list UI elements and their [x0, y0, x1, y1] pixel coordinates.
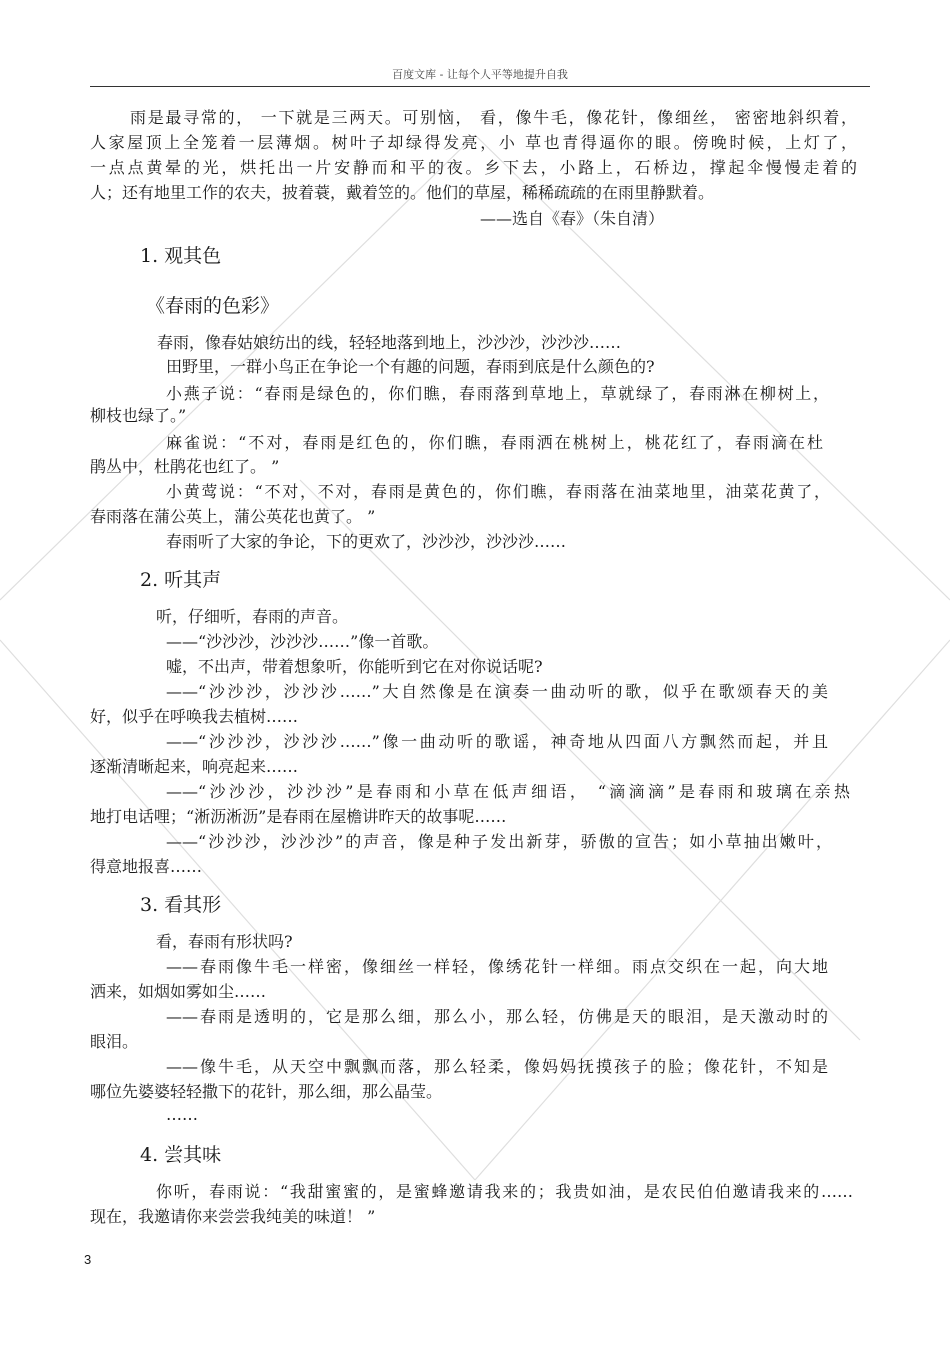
paragraph-line: 春雨落在蒲公英上，蒲公英花也黄了。 ”: [90, 507, 376, 526]
paragraph-line: 哪位先婆婆轻轻撒下的花针，那么细，那么晶莹。: [90, 1082, 443, 1101]
paragraph-line: ——像牛毛，从天空中飘飘而落，那么轻柔，像妈妈抚摸孩子的脸；像花针，不知是: [166, 1057, 828, 1076]
paragraph-line: ——“沙沙沙，沙沙沙……”像一曲动听的歌谣，神奇地从四面八方飘然而起，并且: [166, 732, 828, 751]
paragraph-line: 鹃丛中，杜鹃花也红了。 ”: [90, 457, 280, 476]
paragraph-line: 柳枝也绿了。”: [90, 406, 187, 425]
section-heading-shape: 3. 看其形: [140, 894, 222, 916]
paragraph-line: 洒来，如烟如雾如尘……: [90, 982, 267, 1001]
paragraph-line: 逐渐清晰起来，响亮起来……: [90, 757, 299, 776]
story-title: 《春雨的色彩》: [146, 295, 280, 317]
paragraph-line: ——“沙沙沙，沙沙沙……”大自然像是在演奏一曲动听的歌，似乎在歌颂春天的美: [166, 682, 828, 701]
paragraph-line: ——“沙沙沙，沙沙沙……”像一首歌。: [166, 632, 439, 651]
intro-line: 人；还有地里工作的农夫，披着蓑，戴着笠的。他们的草屋，稀稀疏疏的在雨里静默着。: [90, 183, 715, 202]
paragraph-line: 小黄莺说：“不对，不对，春雨是黄色的，你们瞧，春雨落在油菜地里，油菜花黄了，: [166, 482, 830, 501]
section-heading-taste: 4. 尝其味: [140, 1144, 222, 1166]
intro-line: 雨是最寻常的， 一下就是三两天。可别恼， 看，像牛毛，像花针，像细丝， 密密地斜织着，: [130, 108, 857, 127]
intro-line: 一点点黄晕的光，烘托出一片安静而和平的夜。乡下去，小路上，石桥边，撑起伞慢慢走着的: [90, 158, 857, 177]
paragraph-line: 现在，我邀请你来尝尝我纯美的味道！ ”: [90, 1207, 376, 1226]
paragraph-line: 春雨听了大家的争论，下的更欢了，沙沙沙，沙沙沙……: [166, 532, 567, 551]
paragraph-line: 小燕子说：“春雨是绿色的，你们瞧，春雨落到草地上，草就绿了，春雨淋在柳树上，: [166, 384, 829, 403]
page-number: 3: [84, 1252, 92, 1267]
intro-line: 人家屋顶上全笼着一层薄烟。树叶子却绿得发亮，小 草也青得逼你的眼。傍晚时候，上灯了，: [90, 133, 857, 152]
paragraph-line: 看，春雨有形状吗?: [156, 932, 293, 951]
paragraph-line: 眼泪。: [90, 1032, 139, 1051]
paragraph-line: ——春雨是透明的，它是那么细，那么小，那么轻，仿佛是天的眼泪，是天激动时的: [166, 1007, 828, 1026]
ellipsis-line: ……: [166, 1105, 198, 1124]
paragraph-line: 春雨，像春姑娘纺出的线，轻轻地落到地上，沙沙沙，沙沙沙……: [157, 333, 622, 352]
section-heading-sound: 2. 听其声: [140, 569, 222, 591]
paragraph-line: 好，似乎在呼唤我去植树……: [90, 707, 299, 726]
paragraph-line: 得意地报喜……: [90, 857, 203, 876]
paragraph-line: 地打电话哩；“淅沥淅沥”是春雨在屋檐讲昨天的故事呢……: [90, 807, 507, 826]
paragraph-line: 麻雀说：“不对，春雨是红色的，你们瞧，春雨洒在桃树上，桃花红了，春雨滴在杜: [166, 433, 823, 452]
intro-source: ——选自《春》（朱自清）: [480, 209, 665, 228]
page-header: 百度文库 - 让每个人平等地提升自我: [392, 68, 568, 81]
paragraph-line: 嘘，不出声，带着想象听，你能听到它在对你说话呢?: [166, 657, 543, 676]
paragraph-line: 听，仔细听，春雨的声音。: [156, 607, 349, 626]
header-divider: [90, 86, 870, 87]
paragraph-line: 你听，春雨说：“我甜蜜蜜的，是蜜蜂邀请我来的；我贵如油，是农民伯伯邀请我来的……: [156, 1182, 853, 1201]
paragraph-line: 田野里，一群小鸟正在争论一个有趣的问题，春雨到底是什么颜色的?: [166, 357, 655, 376]
paragraph-line: ——春雨像牛毛一样密，像细丝一样轻，像绣花针一样细。雨点交织在一起，向大地: [166, 957, 828, 976]
paragraph-line: ——“沙沙沙，沙沙沙”的声音，像是种子发出新芽，骄傲的宣告；如小草抽出嫩叶，: [166, 832, 832, 851]
paragraph-line: ——“沙沙沙，沙沙沙”是春雨和小草在低声细语， “滴滴滴”是春雨和玻璃在亲热: [166, 782, 850, 801]
section-heading-color: 1. 观其色: [140, 245, 222, 267]
